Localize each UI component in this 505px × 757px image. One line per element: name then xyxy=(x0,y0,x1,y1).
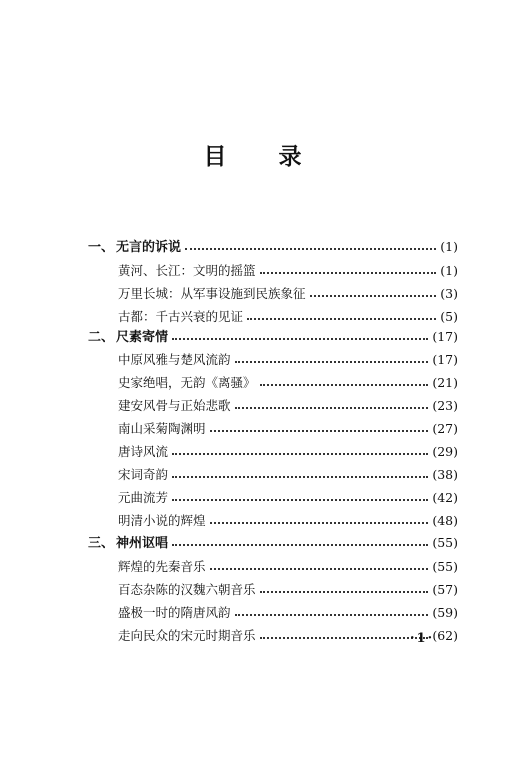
page-number: (17) xyxy=(432,352,458,367)
toc-entry[interactable] xyxy=(118,579,458,601)
toc-entry[interactable] xyxy=(118,487,458,509)
entry-title: 史家绝唱，无韵《离骚》 xyxy=(118,375,256,390)
toc-entry[interactable] xyxy=(118,418,458,440)
dot-leader xyxy=(260,384,429,386)
page-number: (21) xyxy=(432,375,458,390)
entry-title: 黄河、长江：文明的摇篮 xyxy=(118,263,256,278)
page-number: (55) xyxy=(432,535,458,550)
toc-entry[interactable] xyxy=(118,395,458,417)
section-title: 无言的诉说 xyxy=(116,240,182,255)
dot-leader xyxy=(172,338,428,340)
page-number: (5) xyxy=(440,309,458,324)
dot-leader xyxy=(210,568,429,570)
toc-entry[interactable] xyxy=(118,260,458,282)
toc-entry[interactable] xyxy=(118,441,458,463)
page-number: (57) xyxy=(432,582,458,597)
page-number: (38) xyxy=(432,467,458,482)
dot-leader xyxy=(210,522,429,524)
page-number: (3) xyxy=(440,286,458,301)
entry-title: 万里长城：从军事设施到民族象征 xyxy=(118,286,306,301)
dot-leader xyxy=(172,499,428,501)
entry-title: 辉煌的先秦音乐 xyxy=(118,559,206,574)
section-number: 三、 xyxy=(88,536,115,551)
dot-leader xyxy=(235,361,429,363)
entry-title: 南山采菊陶渊明 xyxy=(118,421,206,436)
page-number: (55) xyxy=(432,559,458,574)
dot-leader xyxy=(172,476,428,478)
toc-entry[interactable] xyxy=(118,602,458,624)
dot-leader xyxy=(260,591,429,593)
toc-entry[interactable] xyxy=(118,306,458,328)
entry-title: 古都：千古兴衰的见证 xyxy=(118,309,244,324)
page-number: (17) xyxy=(432,329,458,344)
entry-title: 走向民众的宋元时期音乐 xyxy=(118,628,256,643)
entry-title: 中原风雅与楚风流韵 xyxy=(118,352,231,367)
page-number: (48) xyxy=(432,513,458,528)
page-number: (1) xyxy=(440,263,458,278)
section-number: 一、 xyxy=(88,240,115,255)
toc-entry[interactable] xyxy=(118,510,458,532)
toc-section-3[interactable] xyxy=(88,532,458,554)
entry-title: 唐诗风流 xyxy=(118,444,169,459)
entry-title: 元曲流芳 xyxy=(118,490,169,505)
dot-leader xyxy=(235,407,429,409)
dot-leader xyxy=(185,248,436,250)
entry-title: 建安风骨与正始悲歌 xyxy=(118,398,231,413)
toc-entry[interactable] xyxy=(118,464,458,486)
entry-title: 宋词奇韵 xyxy=(118,467,169,482)
dot-leader xyxy=(235,614,429,616)
page-title: 目 录 xyxy=(203,144,324,170)
dot-leader xyxy=(210,430,429,432)
dot-leader xyxy=(310,295,437,297)
page-number: (59) xyxy=(432,605,458,620)
section-title: 神州讴唱 xyxy=(116,536,169,551)
toc-section-1[interactable] xyxy=(88,236,458,258)
dot-leader xyxy=(260,272,437,274)
entry-title: 盛极一时的隋唐风韵 xyxy=(118,605,231,620)
dot-leader xyxy=(260,637,429,639)
toc-entry[interactable] xyxy=(118,372,458,394)
toc-entry[interactable] xyxy=(118,556,458,578)
page-number: (62) xyxy=(432,628,458,643)
toc-entry[interactable] xyxy=(118,625,458,647)
toc-entry[interactable] xyxy=(118,283,458,305)
page-number: (42) xyxy=(432,490,458,505)
page-number: (27) xyxy=(432,421,458,436)
dot-leader xyxy=(172,453,428,455)
toc-entry[interactable] xyxy=(118,349,458,371)
entry-title: 明清小说的辉煌 xyxy=(118,513,206,528)
page-number: (23) xyxy=(432,398,458,413)
page-number: (29) xyxy=(432,444,458,459)
section-number: 二、 xyxy=(88,330,115,345)
toc-section-2[interactable] xyxy=(88,326,458,348)
page-number: (1) xyxy=(440,239,458,254)
dot-leader xyxy=(247,318,436,320)
dot-leader xyxy=(172,544,428,546)
section-title: 尺素寄情 xyxy=(116,330,169,345)
entry-title: 百态杂陈的汉魏六朝音乐 xyxy=(118,582,256,597)
page-folio: ·1· xyxy=(410,631,435,646)
